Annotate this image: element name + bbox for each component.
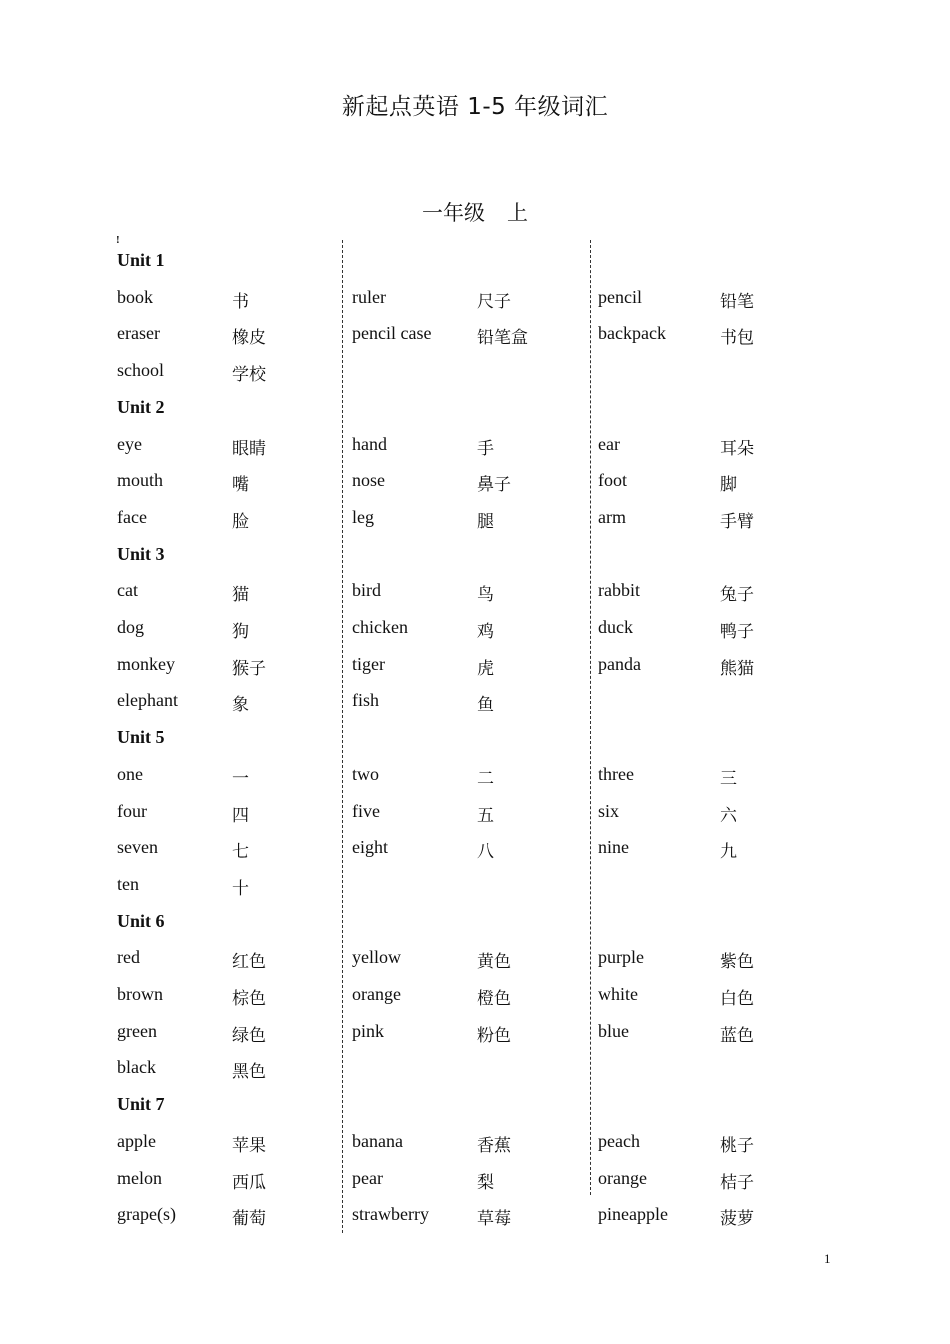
chinese-meaning: 一 (232, 769, 249, 789)
english-word: white (598, 984, 638, 1004)
unit-heading (0, 1094, 950, 1122)
english-word: bird (352, 580, 381, 600)
english-word: eight (352, 837, 388, 857)
chinese-meaning: 十 (232, 879, 249, 899)
english-word: black (117, 1057, 156, 1077)
chinese-meaning: 熊猫 (720, 659, 754, 679)
english-word: orange (352, 984, 401, 1004)
chinese-meaning: 书 (232, 292, 249, 312)
chinese-meaning: 象 (232, 695, 249, 715)
chinese-meaning: 紫色 (720, 952, 754, 972)
english-word: book (117, 287, 153, 307)
chinese-meaning: 腿 (477, 512, 494, 532)
unit-label: Unit 3 (117, 544, 165, 564)
chinese-meaning: 兔子 (720, 585, 754, 605)
chinese-meaning: 西瓜 (232, 1173, 266, 1193)
unit-label: Unit 1 (117, 250, 165, 270)
vocab-row (0, 323, 950, 351)
chinese-meaning: 脚 (720, 475, 737, 495)
chinese-meaning: 红色 (232, 952, 266, 972)
chinese-meaning: 白色 (720, 989, 754, 1009)
vocab-row (0, 1204, 950, 1232)
chinese-meaning: 手臂 (720, 512, 754, 532)
chinese-meaning: 绿色 (232, 1026, 266, 1046)
english-word: ear (598, 434, 620, 454)
english-word: nine (598, 837, 629, 857)
unit-heading (0, 397, 950, 425)
english-word: tiger (352, 654, 385, 674)
unit-heading (0, 911, 950, 939)
vocab-row (0, 801, 950, 829)
english-word: three (598, 764, 634, 784)
english-word: strawberry (352, 1204, 429, 1224)
vocab-row (0, 690, 950, 718)
chinese-meaning: 嘴 (232, 475, 249, 495)
vocab-row (0, 470, 950, 498)
english-word: arm (598, 507, 626, 527)
english-word: mouth (117, 470, 164, 490)
english-word: grape(s) (117, 1204, 176, 1224)
chinese-meaning: 鸭子 (720, 622, 754, 642)
vocab-row (0, 1131, 950, 1159)
chinese-meaning: 三 (720, 769, 737, 789)
chinese-meaning: 二 (477, 769, 494, 789)
english-word: dog (117, 617, 144, 637)
chinese-meaning: 铅笔盒 (477, 328, 528, 348)
chinese-meaning: 猫 (232, 585, 249, 605)
unit-label: Unit 2 (117, 397, 165, 417)
english-word: banana (352, 1131, 403, 1151)
chinese-meaning: 书包 (720, 328, 754, 348)
english-word: rabbit (598, 580, 640, 600)
chinese-meaning: 棕色 (232, 989, 266, 1009)
english-word: four (117, 801, 147, 821)
vocab-row (0, 1057, 950, 1085)
vocab-row (0, 580, 950, 608)
chinese-meaning: 鼻子 (477, 475, 511, 495)
english-word: pencil (598, 287, 642, 307)
english-word: elephant (117, 690, 178, 710)
unit-heading (0, 727, 950, 755)
chinese-meaning: 耳朵 (720, 439, 754, 459)
english-word: green (117, 1021, 157, 1041)
chinese-meaning: 猴子 (232, 659, 266, 679)
english-word: five (352, 801, 380, 821)
chinese-meaning: 手 (477, 439, 494, 459)
vocab-row (0, 764, 950, 792)
page-title: 新起点英语 1-5 年级词汇 (341, 94, 609, 120)
chinese-meaning: 尺子 (477, 292, 511, 312)
english-word: fish (352, 690, 379, 710)
english-word: cat (117, 580, 138, 600)
chinese-meaning: 脸 (232, 512, 249, 532)
english-word: ruler (352, 287, 386, 307)
chinese-meaning: 蓝色 (720, 1026, 754, 1046)
chinese-meaning: 草莓 (477, 1209, 511, 1229)
chinese-meaning: 菠萝 (720, 1209, 754, 1229)
english-word: eye (117, 434, 142, 454)
chinese-meaning: 梨 (477, 1173, 494, 1193)
chinese-meaning: 橙色 (477, 989, 511, 1009)
english-word: eraser (117, 323, 160, 343)
english-word: duck (598, 617, 633, 637)
unit-label: Unit 6 (117, 911, 165, 931)
english-word: peach (598, 1131, 640, 1151)
chinese-meaning: 六 (720, 806, 737, 826)
chinese-meaning: 苹果 (232, 1136, 266, 1156)
chinese-meaning: 鸡 (477, 622, 494, 642)
english-word: pear (352, 1168, 383, 1188)
chinese-meaning: 黑色 (232, 1062, 266, 1082)
chinese-meaning: 铅笔 (720, 292, 754, 312)
vocab-row (0, 360, 950, 388)
english-word: hand (352, 434, 387, 454)
english-word: ten (117, 874, 139, 894)
english-word: leg (352, 507, 374, 527)
vocab-row (0, 874, 950, 902)
vocab-row (0, 1021, 950, 1049)
english-word: chicken (352, 617, 408, 637)
english-word: yellow (352, 947, 401, 967)
grade-term: 上 (507, 201, 528, 225)
unit-heading (0, 544, 950, 572)
vocab-row (0, 434, 950, 462)
english-word: six (598, 801, 620, 821)
unit-label: Unit 5 (117, 727, 165, 747)
vocab-row (0, 617, 950, 645)
english-word: face (117, 507, 147, 527)
vocab-row (0, 837, 950, 865)
chinese-meaning: 八 (477, 842, 494, 862)
grade-heading (0, 197, 950, 227)
unit-label: Unit 7 (117, 1094, 165, 1114)
chinese-meaning: 葡萄 (232, 1209, 266, 1229)
english-word: nose (352, 470, 385, 490)
chinese-meaning: 九 (720, 842, 737, 862)
english-word: seven (117, 837, 158, 857)
vocab-row (0, 287, 950, 315)
page-number: 1 (824, 1251, 831, 1266)
chinese-meaning: 虎 (477, 659, 494, 679)
chinese-meaning: 桃子 (720, 1136, 754, 1156)
chinese-meaning: 眼睛 (232, 439, 266, 459)
chinese-meaning: 七 (232, 842, 249, 862)
english-word: monkey (117, 654, 175, 674)
english-word: school (117, 360, 164, 380)
unit-heading (0, 250, 950, 278)
english-word: apple (117, 1131, 156, 1151)
chinese-meaning: 鱼 (477, 695, 494, 715)
chinese-meaning: 粉色 (477, 1026, 511, 1046)
vocab-row (0, 947, 950, 975)
english-word: purple (598, 947, 644, 967)
chinese-meaning: 五 (477, 806, 494, 826)
english-word: two (352, 764, 379, 784)
english-word: melon (117, 1168, 162, 1188)
vocab-row (0, 507, 950, 535)
vocab-row (0, 1168, 950, 1196)
chinese-meaning: 香蕉 (477, 1136, 511, 1156)
chinese-meaning: 桔子 (720, 1173, 754, 1193)
chinese-meaning: 黄色 (477, 952, 511, 972)
vocab-row (0, 654, 950, 682)
english-word: backpack (598, 323, 666, 343)
english-word: panda (598, 654, 641, 674)
english-word: one (117, 764, 143, 784)
english-word: blue (598, 1021, 629, 1041)
english-word: orange (598, 1168, 647, 1188)
chinese-meaning: 狗 (232, 622, 249, 642)
chinese-meaning: 鸟 (477, 585, 494, 605)
english-word: pineapple (598, 1204, 668, 1224)
english-word: pink (352, 1021, 385, 1041)
chinese-meaning: 四 (232, 806, 249, 826)
grade-name: 一年级 (422, 201, 485, 225)
chinese-meaning: 橡皮 (232, 328, 266, 348)
english-word: brown (117, 984, 163, 1004)
english-word: red (117, 947, 140, 967)
english-word: pencil case (352, 323, 432, 343)
vocab-row (0, 984, 950, 1012)
margin-mark: ! (116, 234, 120, 246)
chinese-meaning: 学校 (232, 365, 266, 385)
english-word: foot (598, 470, 627, 490)
